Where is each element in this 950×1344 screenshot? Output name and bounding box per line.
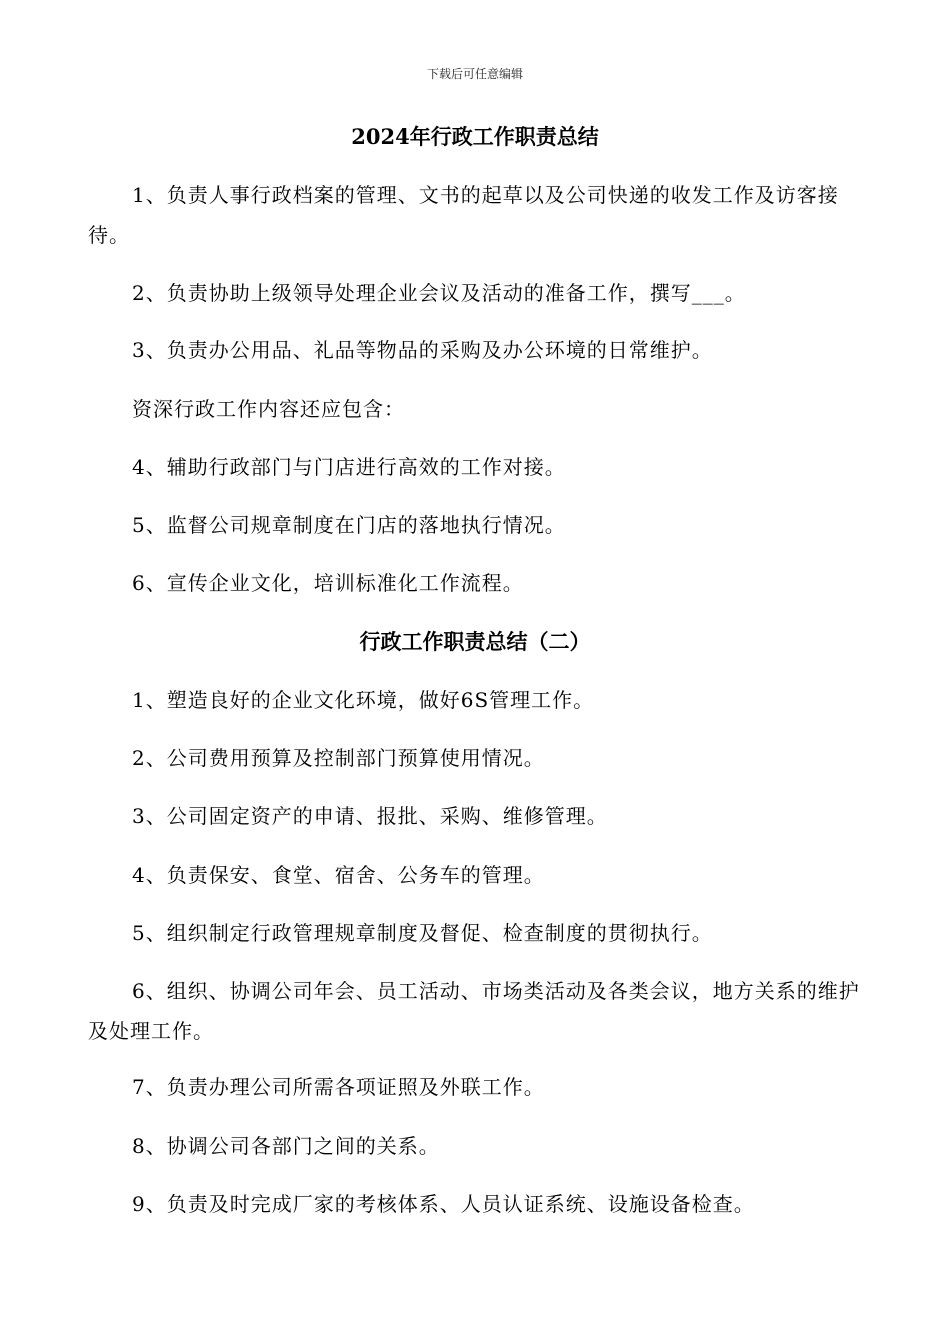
section-1-item-5: 5、监督公司规章制度在门店的落地执行情况。 [132, 513, 566, 537]
section-2-item-9: 9、负责及时完成厂家的考核体系、人员认证系统、设施设备检查。 [132, 1192, 755, 1216]
section-1-item-3: 3、负责办公用品、礼品等物品的采购及办公环境的日常维护。 [132, 338, 713, 362]
section-1-item-4: 4、辅助行政部门与门店进行高效的工作对接。 [132, 455, 566, 479]
section-2-item-8: 8、协调公司各部门之间的关系。 [132, 1134, 440, 1158]
section-2-item-2: 2、公司费用预算及控制部门预算使用情况。 [132, 746, 545, 770]
header-note: 下载后可任意编辑 [426, 67, 523, 81]
section-1-item-6: 6、宣传企业文化，培训标准化工作流程。 [132, 571, 524, 595]
section-2-item-4: 4、负责保安、食堂、宿舍、公务车的管理。 [132, 863, 545, 887]
section-1-title: 2024年行政工作职责总结 [351, 124, 599, 149]
section-2-item-1: 1、塑造良好的企业文化环境，做好6S管理工作。 [132, 688, 595, 712]
section-2-item-7: 7、负责办理公司所需各项证照及外联工作。 [132, 1075, 545, 1099]
section-2-title: 行政工作职责总结（二） [359, 629, 591, 654]
section-2-item-6: 6、组织、协调公司年会、员工活动、市场类活动及各类会议，地方关系的维护及处理工作。 [88, 979, 860, 1043]
section-2-item-5: 5、组织制定行政管理规章制度及督促、检查制度的贯彻执行。 [132, 921, 713, 945]
section-2-item-3: 3、公司固定资产的申请、报批、采购、维修管理。 [132, 804, 608, 828]
section-1-item-2: 2、负责协助上级领导处理企业会议及活动的准备工作，撰写___。 [132, 281, 746, 305]
section-1-item-1: 1、负责人事行政档案的管理、文书的起草以及公司快递的收发工作及访客接待。 [88, 183, 839, 247]
section-1-subheading: 资深行政工作内容还应包含： [132, 397, 405, 421]
